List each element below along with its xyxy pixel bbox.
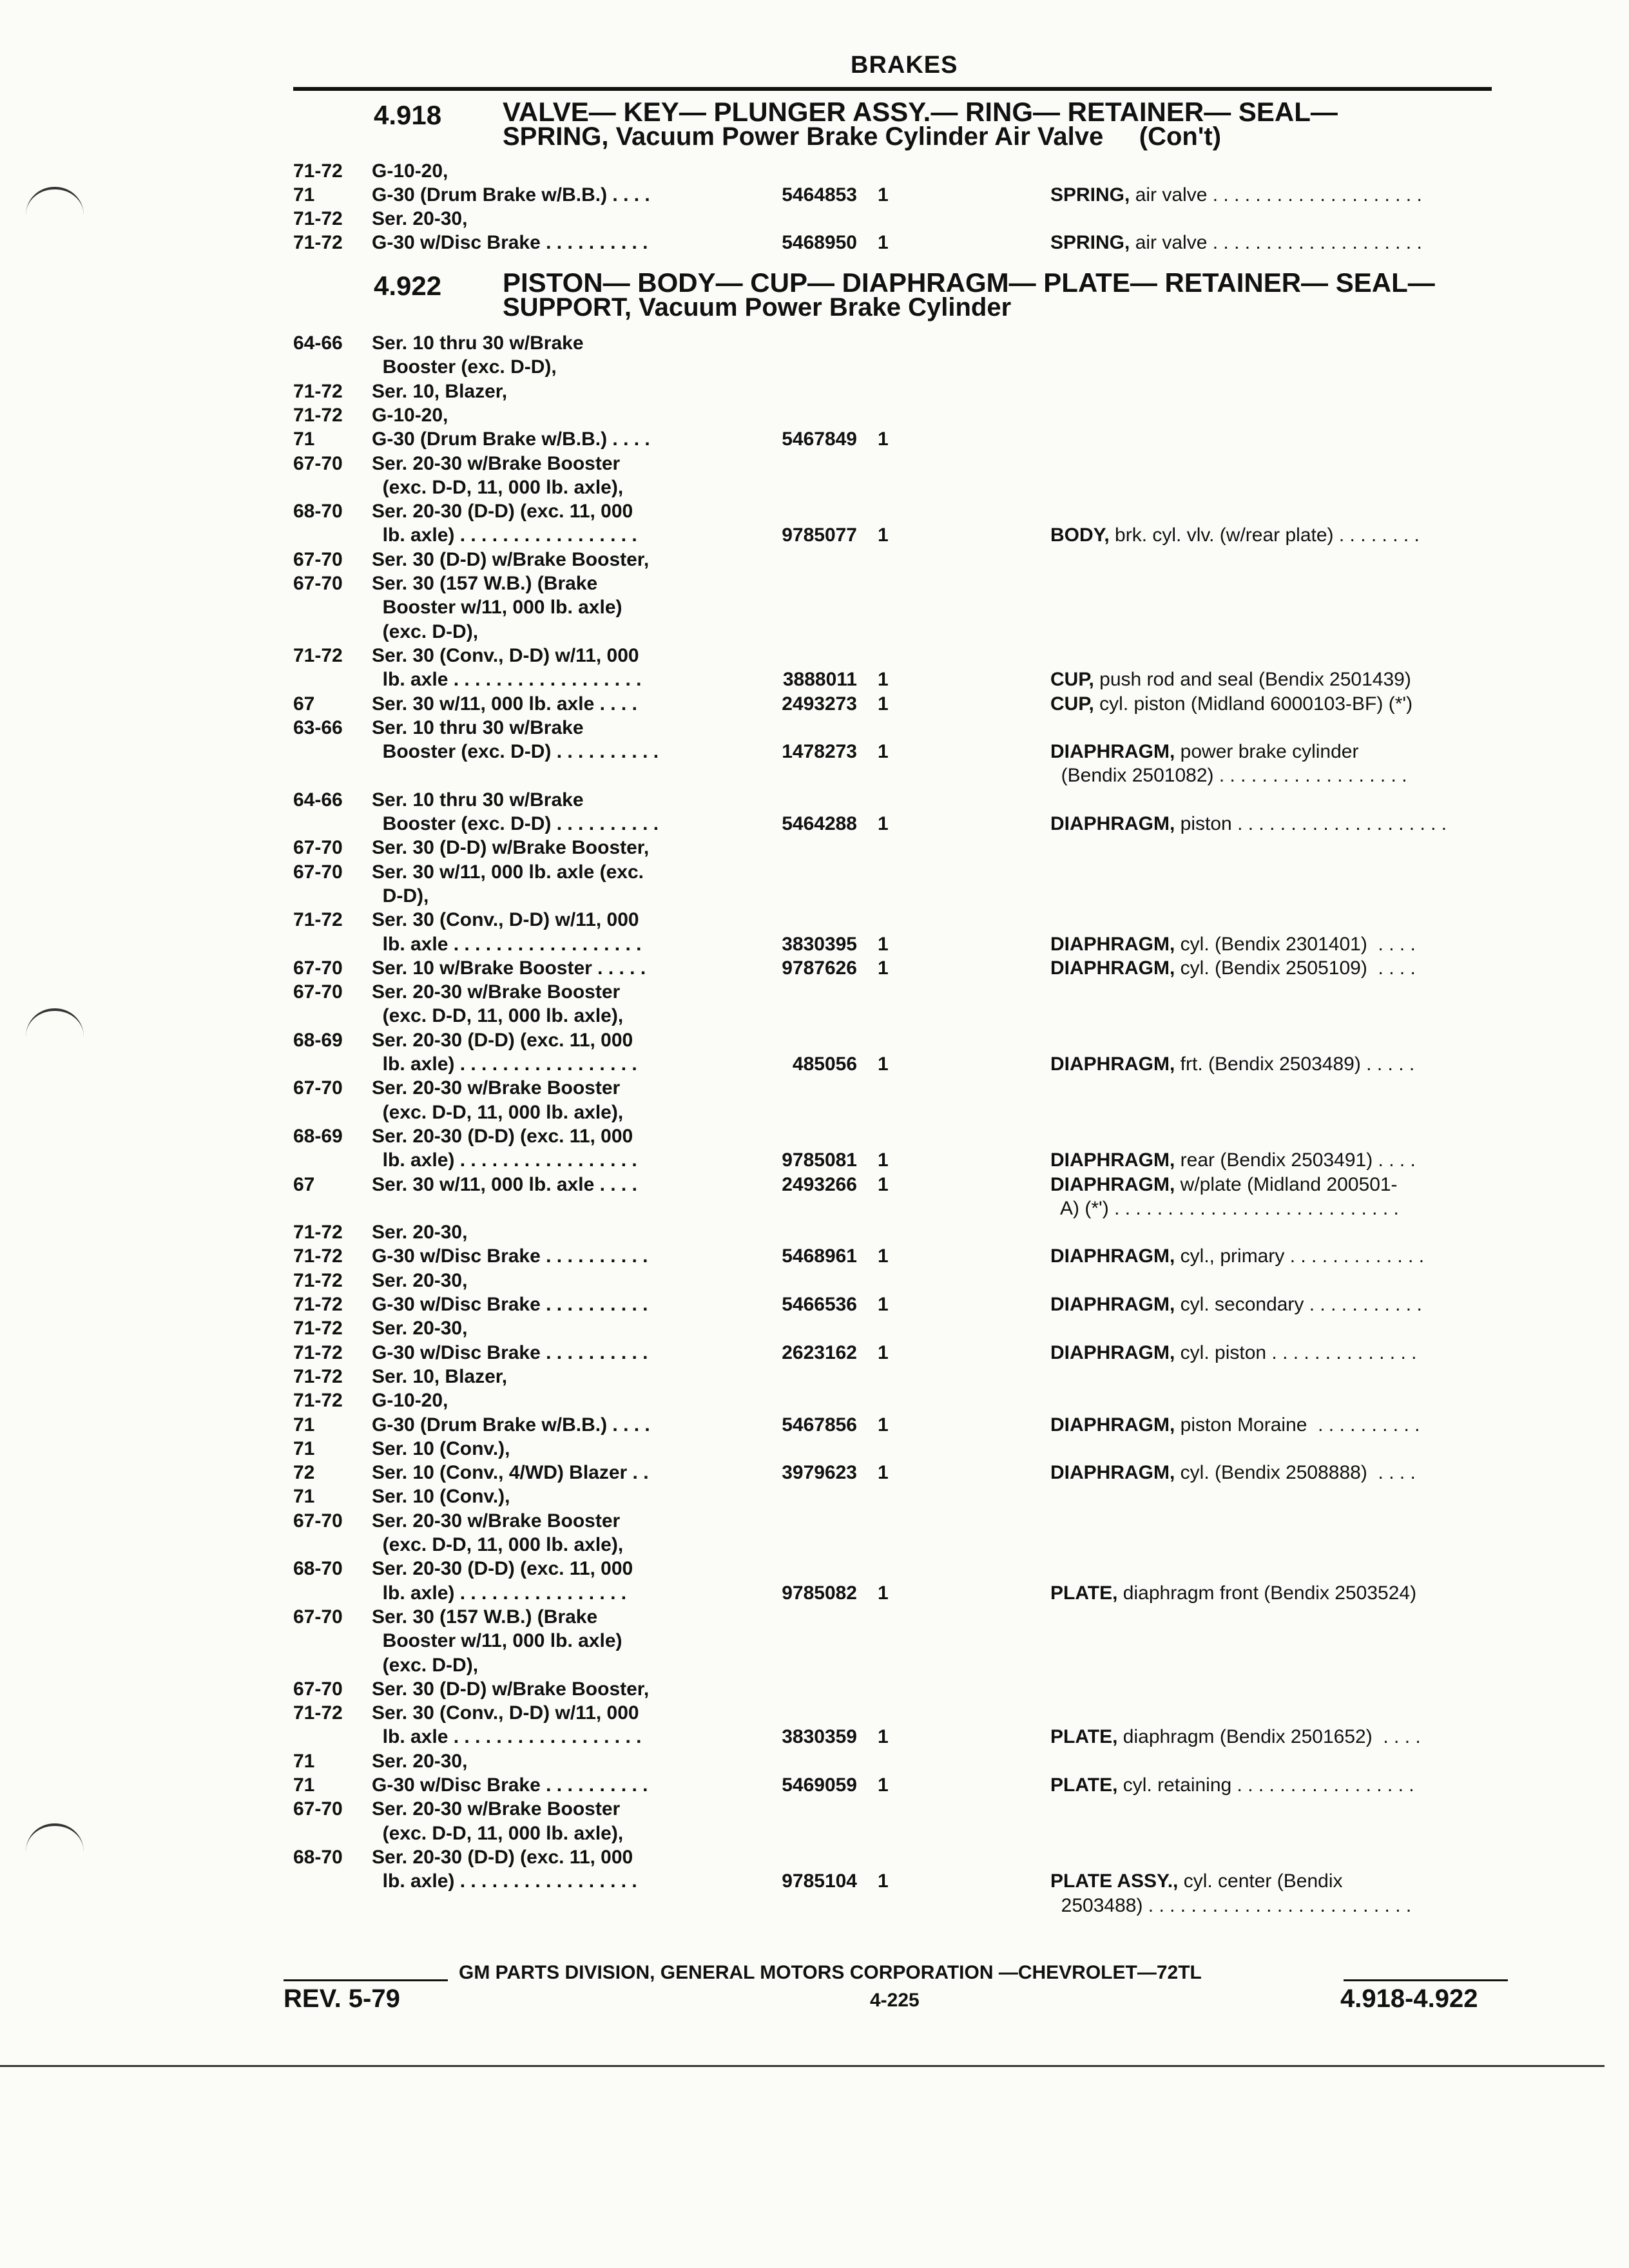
part-description [1050, 184, 1514, 207]
application: lb. axle . . . . . . . . . . . . . . . . . . [372, 933, 642, 955]
part-number: 3979623 [782, 1462, 857, 1484]
part-detail: rear (Bendix 2503491) . . . . [1175, 1149, 1416, 1171]
part-name: SPRING, [1050, 232, 1130, 253]
part-description [1050, 1197, 1514, 1220]
part-number: 2493266 [782, 1173, 857, 1195]
quantity: 1 [878, 1870, 889, 1892]
model-years: 67-70 [293, 861, 343, 883]
part-detail: cyl. piston (Midland 6000103-BF) (*') [1094, 693, 1413, 715]
part-detail: cyl. center (Bendix [1178, 1870, 1343, 1892]
part-name: DIAPHRAGM, [1050, 741, 1175, 763]
part-description [1050, 933, 1514, 956]
application: Ser. 10 (Conv.), [372, 1437, 510, 1459]
quantity: 1 [878, 813, 889, 834]
part-detail: power brake cylinder [1175, 741, 1359, 763]
model-years: 67-70 [293, 1678, 343, 1700]
part-number: 2493273 [782, 693, 857, 715]
part-description [1050, 1341, 1514, 1365]
footer-rule [1344, 1979, 1508, 1981]
model-years: 67-70 [293, 1798, 343, 1820]
quantity: 1 [878, 933, 889, 955]
part-name: SPRING, [1050, 184, 1130, 206]
application: G-30 w/Disc Brake . . . . . . . . . . [372, 232, 648, 253]
part-description [1050, 1173, 1514, 1196]
application: lb. axle) . . . . . . . . . . . . . . . . . [372, 1053, 637, 1075]
part-number: 9785081 [782, 1149, 857, 1171]
part-number: 9785104 [782, 1870, 857, 1892]
section-title-line: VALVE— KEY— PLUNGER ASSY.— RING— RETAINER— SEAL— [503, 97, 1338, 127]
model-years: 71-72 [293, 1318, 343, 1340]
part-description [1050, 231, 1514, 255]
model-years: 71-72 [293, 160, 343, 182]
margin-mark [26, 187, 84, 215]
application: Booster w/11, 000 lb. axle) [372, 1630, 622, 1652]
application: lb. axle) . . . . . . . . . . . . . . . . [372, 1582, 627, 1604]
application: Ser. 20-30 (D-D) (exc. 11, 000 [372, 1558, 633, 1580]
quantity: 1 [878, 428, 889, 450]
model-years: 67-70 [293, 1606, 343, 1628]
part-description [1050, 812, 1514, 836]
model-years: 71 [293, 428, 315, 450]
application: Ser. 20-30, [372, 1222, 468, 1244]
part-name: PLATE, [1050, 1582, 1118, 1604]
part-number: 9787626 [782, 957, 857, 979]
model-years: 63-66 [293, 716, 343, 738]
application: G-30 w/Disc Brake . . . . . . . . . . [372, 1341, 648, 1363]
application: Booster w/11, 000 lb. axle) [372, 597, 622, 619]
part-description [1050, 1245, 1514, 1268]
model-years: 71-72 [293, 909, 343, 931]
application: G-30 (Drum Brake w/B.B.) . . . . [372, 184, 650, 206]
model-years: 71-72 [293, 644, 343, 666]
model-years: 71-72 [293, 1294, 343, 1315]
application: Ser. 20-30, [372, 1750, 468, 1772]
application: Ser. 30 w/11, 000 lb. axle (exc. [372, 861, 644, 883]
part-number: 9785082 [782, 1582, 857, 1604]
model-years: 72 [293, 1462, 315, 1484]
application: Ser. 20-30 w/Brake Booster [372, 1798, 621, 1820]
footer-page-number: 4-225 [870, 1990, 920, 2011]
part-name: PLATE ASSY., [1050, 1870, 1179, 1892]
application: lb. axle . . . . . . . . . . . . . . . . . . [372, 669, 642, 691]
quantity: 1 [878, 1774, 889, 1796]
part-number: 5464288 [782, 813, 857, 834]
part-name: DIAPHRAGM, [1050, 957, 1175, 979]
model-years: 71-72 [293, 404, 343, 426]
application: Booster (exc. D-D) . . . . . . . . . . [372, 813, 659, 834]
part-detail: cyl. (Bendix 2505109) . . . . [1175, 957, 1416, 979]
part-detail: (Bendix 2501082) . . . . . . . . . . . . . . . . . . [1050, 765, 1407, 787]
footer-division: GM PARTS DIVISION, GENERAL MOTORS CORPORATION —CHEVROLET—72TL [459, 1962, 1202, 1983]
section-title-line: SPRING, Vacuum Power Brake Cylinder Air Valve (Con't) [503, 122, 1222, 151]
model-years: 67-70 [293, 981, 343, 1003]
part-detail: A) (*') . . . . . . . . . . . . . . . . . . . . . . . . . . . [1050, 1197, 1399, 1219]
model-years: 67-70 [293, 573, 343, 594]
application: Ser. 30 (Conv., D-D) w/11, 000 [372, 644, 639, 666]
part-number: 9785077 [782, 524, 857, 546]
application: (exc. D-D), [372, 620, 479, 642]
part-detail: air valve . . . . . . . . . . . . . . . . . . . . [1130, 184, 1422, 206]
application: G-30 w/Disc Brake . . . . . . . . . . [372, 1774, 648, 1796]
part-name: CUP, [1050, 669, 1094, 691]
application: Ser. 20-30, [372, 1318, 468, 1340]
model-years: 71-72 [293, 1702, 343, 1724]
quantity: 1 [878, 1173, 889, 1195]
application: Booster (exc. D-D) . . . . . . . . . . [372, 741, 659, 763]
model-years: 67 [293, 1173, 315, 1195]
part-name: PLATE, [1050, 1726, 1118, 1748]
application: Booster (exc. D-D), [372, 356, 557, 378]
application: Ser. 10 thru 30 w/Brake [372, 716, 584, 738]
model-years: 71 [293, 1750, 315, 1772]
footer-rule [284, 1979, 448, 1981]
quantity: 1 [878, 741, 889, 763]
part-detail: piston Moraine . . . . . . . . . . [1175, 1414, 1420, 1436]
part-detail: frt. (Bendix 2503489) . . . . . [1175, 1053, 1415, 1075]
section-number: 4.918 [374, 100, 442, 130]
application: Ser. 10 w/Brake Booster . . . . . [372, 957, 646, 979]
application: (exc. D-D, 11, 000 lb. axle), [372, 1534, 624, 1555]
model-years: 71 [293, 1437, 315, 1459]
application: lb. axle) . . . . . . . . . . . . . . . . . [372, 1149, 637, 1171]
part-name: DIAPHRAGM, [1050, 1245, 1175, 1267]
quantity: 1 [878, 957, 889, 979]
application: Ser. 30 w/11, 000 lb. axle . . . . [372, 1173, 637, 1195]
running-head: BRAKES [851, 52, 958, 79]
part-number: 5468950 [782, 232, 857, 253]
part-name: CUP, [1050, 693, 1094, 715]
model-years: 71-72 [293, 380, 343, 402]
application: lb. axle) . . . . . . . . . . . . . . . . . [372, 524, 637, 546]
part-detail: brk. cyl. vlv. (w/rear plate) . . . . . . . . [1109, 524, 1420, 546]
part-description [1050, 1894, 1514, 1917]
application: Ser. 30 (D-D) w/Brake Booster, [372, 1678, 650, 1700]
part-detail: piston . . . . . . . . . . . . . . . . . . . . [1175, 813, 1447, 834]
part-number: 5466536 [782, 1294, 857, 1315]
part-detail: cyl. secondary . . . . . . . . . . . [1175, 1294, 1422, 1315]
quantity: 1 [878, 1414, 889, 1436]
quantity: 1 [878, 1294, 889, 1315]
part-description [1050, 1725, 1514, 1749]
model-years: 71 [293, 184, 315, 206]
part-description [1050, 693, 1514, 716]
section-number: 4.922 [374, 271, 442, 301]
model-years: 68-69 [293, 1029, 343, 1051]
application: G-10-20, [372, 404, 448, 426]
application: (exc. D-D, 11, 000 lb. axle), [372, 1101, 624, 1123]
quantity: 1 [878, 1245, 889, 1267]
footer-section-range: 4.918-4.922 [1340, 1984, 1478, 2013]
part-name: DIAPHRAGM, [1050, 1414, 1175, 1436]
part-number: 3830359 [782, 1726, 857, 1748]
part-description [1050, 1293, 1514, 1316]
application: (exc. D-D), [372, 1654, 479, 1676]
part-description [1050, 1149, 1514, 1172]
model-years: 67-70 [293, 837, 343, 859]
application: Ser. 20-30 w/Brake Booster [372, 452, 621, 474]
quantity: 1 [878, 1149, 889, 1171]
part-detail: cyl. retaining . . . . . . . . . . . . . . . . . [1117, 1774, 1414, 1796]
application: Ser. 30 (157 W.B.) (Brake [372, 573, 598, 594]
model-years: 68-70 [293, 1558, 343, 1580]
model-years: 67-70 [293, 1077, 343, 1099]
application: G-30 (Drum Brake w/B.B.) . . . . [372, 1414, 650, 1436]
application: Ser. 10, Blazer, [372, 1365, 508, 1387]
top-rule [293, 87, 1492, 91]
part-description [1050, 1582, 1514, 1605]
part-detail: cyl. (Bendix 2301401) . . . . [1175, 933, 1416, 955]
application: Ser. 10 (Conv., 4/WD) Blazer . . [372, 1462, 649, 1484]
quantity: 1 [878, 1462, 889, 1484]
part-detail: w/plate (Midland 200501- [1175, 1173, 1398, 1195]
model-years: 71-72 [293, 1365, 343, 1387]
section-title-line: PISTON— BODY— CUP— DIAPHRAGM— PLATE— RETAINER— SEAL— [503, 267, 1435, 298]
application: Ser. 30 (D-D) w/Brake Booster, [372, 837, 650, 859]
part-detail: 2503488) . . . . . . . . . . . . . . . . . . . . . . . . . [1050, 1894, 1412, 1916]
model-years: 67-70 [293, 548, 343, 570]
part-number: 5464853 [782, 184, 857, 206]
application: Ser. 30 w/11, 000 lb. axle . . . . [372, 693, 637, 715]
quantity: 1 [878, 669, 889, 691]
part-name: DIAPHRAGM, [1050, 1053, 1175, 1075]
part-detail: cyl. (Bendix 2508888) . . . . [1175, 1462, 1416, 1484]
application: D-D), [372, 885, 429, 907]
application: Ser. 20-30 w/Brake Booster [372, 1510, 621, 1532]
part-description [1050, 740, 1514, 764]
part-number: 2623162 [782, 1341, 857, 1363]
model-years: 67-70 [293, 1510, 343, 1532]
model-years: 67-70 [293, 452, 343, 474]
model-years: 71 [293, 1414, 315, 1436]
footer-revision: REV. 5-79 [284, 1984, 400, 2013]
part-description [1050, 524, 1514, 547]
part-number: 5467849 [782, 428, 857, 450]
part-description [1050, 1461, 1514, 1485]
application: Ser. 10 thru 30 w/Brake [372, 332, 584, 354]
quantity: 1 [878, 524, 889, 546]
model-years: 68-69 [293, 1125, 343, 1147]
application: Ser. 20-30 (D-D) (exc. 11, 000 [372, 1125, 633, 1147]
part-number: 5467856 [782, 1414, 857, 1436]
application: G-30 (Drum Brake w/B.B.) . . . . [372, 428, 650, 450]
part-number: 3888011 [782, 669, 857, 691]
application: Ser. 20-30 (D-D) (exc. 11, 000 [372, 501, 633, 523]
application: Ser. 10, Blazer, [372, 380, 508, 402]
part-detail: diaphragm front (Bendix 2503524) [1117, 1582, 1417, 1604]
model-years: 64-66 [293, 332, 343, 354]
application: Ser. 20-30 (D-D) (exc. 11, 000 [372, 1029, 633, 1051]
application: G-30 w/Disc Brake . . . . . . . . . . [372, 1294, 648, 1315]
part-description [1050, 1414, 1514, 1437]
quantity: 1 [878, 1053, 889, 1075]
application: G-10-20, [372, 160, 448, 182]
application: Ser. 10 (Conv.), [372, 1486, 510, 1508]
section-title-line: SUPPORT, Vacuum Power Brake Cylinder [503, 293, 1012, 322]
part-detail: push rod and seal (Bendix 2501439) [1094, 669, 1411, 691]
model-years: 67-70 [293, 957, 343, 979]
model-years: 71-72 [293, 1390, 343, 1412]
part-detail: diaphragm (Bendix 2501652) . . . . [1117, 1726, 1421, 1748]
part-detail: cyl. piston . . . . . . . . . . . . . . [1175, 1341, 1417, 1363]
part-number: 3830395 [782, 933, 857, 955]
application: Ser. 20-30, [372, 1269, 468, 1291]
margin-mark [26, 1823, 84, 1852]
application: Ser. 20-30 w/Brake Booster [372, 1077, 621, 1099]
model-years: 71-72 [293, 1269, 343, 1291]
part-detail: air valve . . . . . . . . . . . . . . . . . . . . [1130, 232, 1422, 253]
model-years: 71 [293, 1486, 315, 1508]
part-description [1050, 1774, 1514, 1797]
part-name: DIAPHRAGM, [1050, 1462, 1175, 1484]
application: (exc. D-D, 11, 000 lb. axle), [372, 1822, 624, 1844]
application: Ser. 20-30, [372, 208, 468, 229]
part-description [1050, 668, 1514, 691]
application: Ser. 30 (Conv., D-D) w/11, 000 [372, 909, 639, 931]
application: lb. axle) . . . . . . . . . . . . . . . . . [372, 1870, 637, 1892]
part-number: 485056 [792, 1053, 857, 1075]
application: Ser. 30 (157 W.B.) (Brake [372, 1606, 598, 1628]
application: (exc. D-D, 11, 000 lb. axle), [372, 476, 624, 498]
application: G-30 w/Disc Brake . . . . . . . . . . [372, 1245, 648, 1267]
part-name: DIAPHRAGM, [1050, 1173, 1175, 1195]
model-years: 67 [293, 693, 315, 715]
model-years: 71-72 [293, 1341, 343, 1363]
part-number: 5468961 [782, 1245, 857, 1267]
model-years: 71-72 [293, 1222, 343, 1244]
part-name: DIAPHRAGM, [1050, 813, 1175, 834]
part-name: DIAPHRAGM, [1050, 933, 1175, 955]
quantity: 1 [878, 184, 889, 206]
part-detail: cyl., primary . . . . . . . . . . . . . [1175, 1245, 1425, 1267]
model-years: 71-72 [293, 1245, 343, 1267]
application: Ser. 20-30 w/Brake Booster [372, 981, 621, 1003]
model-years: 68-70 [293, 501, 343, 523]
scan-edge-line [0, 2065, 1605, 2067]
application: Ser. 30 (D-D) w/Brake Booster, [372, 548, 650, 570]
part-name: PLATE, [1050, 1774, 1118, 1796]
quantity: 1 [878, 232, 889, 253]
application: lb. axle . . . . . . . . . . . . . . . . . . [372, 1726, 642, 1748]
quantity: 1 [878, 1341, 889, 1363]
application: (exc. D-D, 11, 000 lb. axle), [372, 1005, 624, 1027]
section-title [503, 97, 1338, 151]
model-years: 71-72 [293, 208, 343, 229]
model-years: 64-66 [293, 789, 343, 811]
part-description [1050, 1870, 1514, 1893]
model-years: 68-70 [293, 1846, 343, 1868]
part-name: DIAPHRAGM, [1050, 1341, 1175, 1363]
model-years: 71-72 [293, 232, 343, 253]
application: Ser. 30 (Conv., D-D) w/11, 000 [372, 1702, 639, 1724]
quantity: 1 [878, 693, 889, 715]
model-years: 71 [293, 1774, 315, 1796]
application: Ser. 20-30 (D-D) (exc. 11, 000 [372, 1846, 633, 1868]
part-name: BODY, [1050, 524, 1110, 546]
part-description [1050, 1053, 1514, 1076]
part-number: 5469059 [782, 1774, 857, 1796]
margin-mark [26, 1008, 84, 1037]
part-number: 1478273 [782, 741, 857, 763]
part-description [1050, 957, 1514, 980]
part-name: DIAPHRAGM, [1050, 1294, 1175, 1315]
quantity: 1 [878, 1726, 889, 1748]
quantity: 1 [878, 1582, 889, 1604]
part-description [1050, 764, 1514, 787]
application: Ser. 10 thru 30 w/Brake [372, 789, 584, 811]
part-name: DIAPHRAGM, [1050, 1149, 1175, 1171]
application: G-10-20, [372, 1390, 448, 1412]
section-title [503, 267, 1435, 322]
